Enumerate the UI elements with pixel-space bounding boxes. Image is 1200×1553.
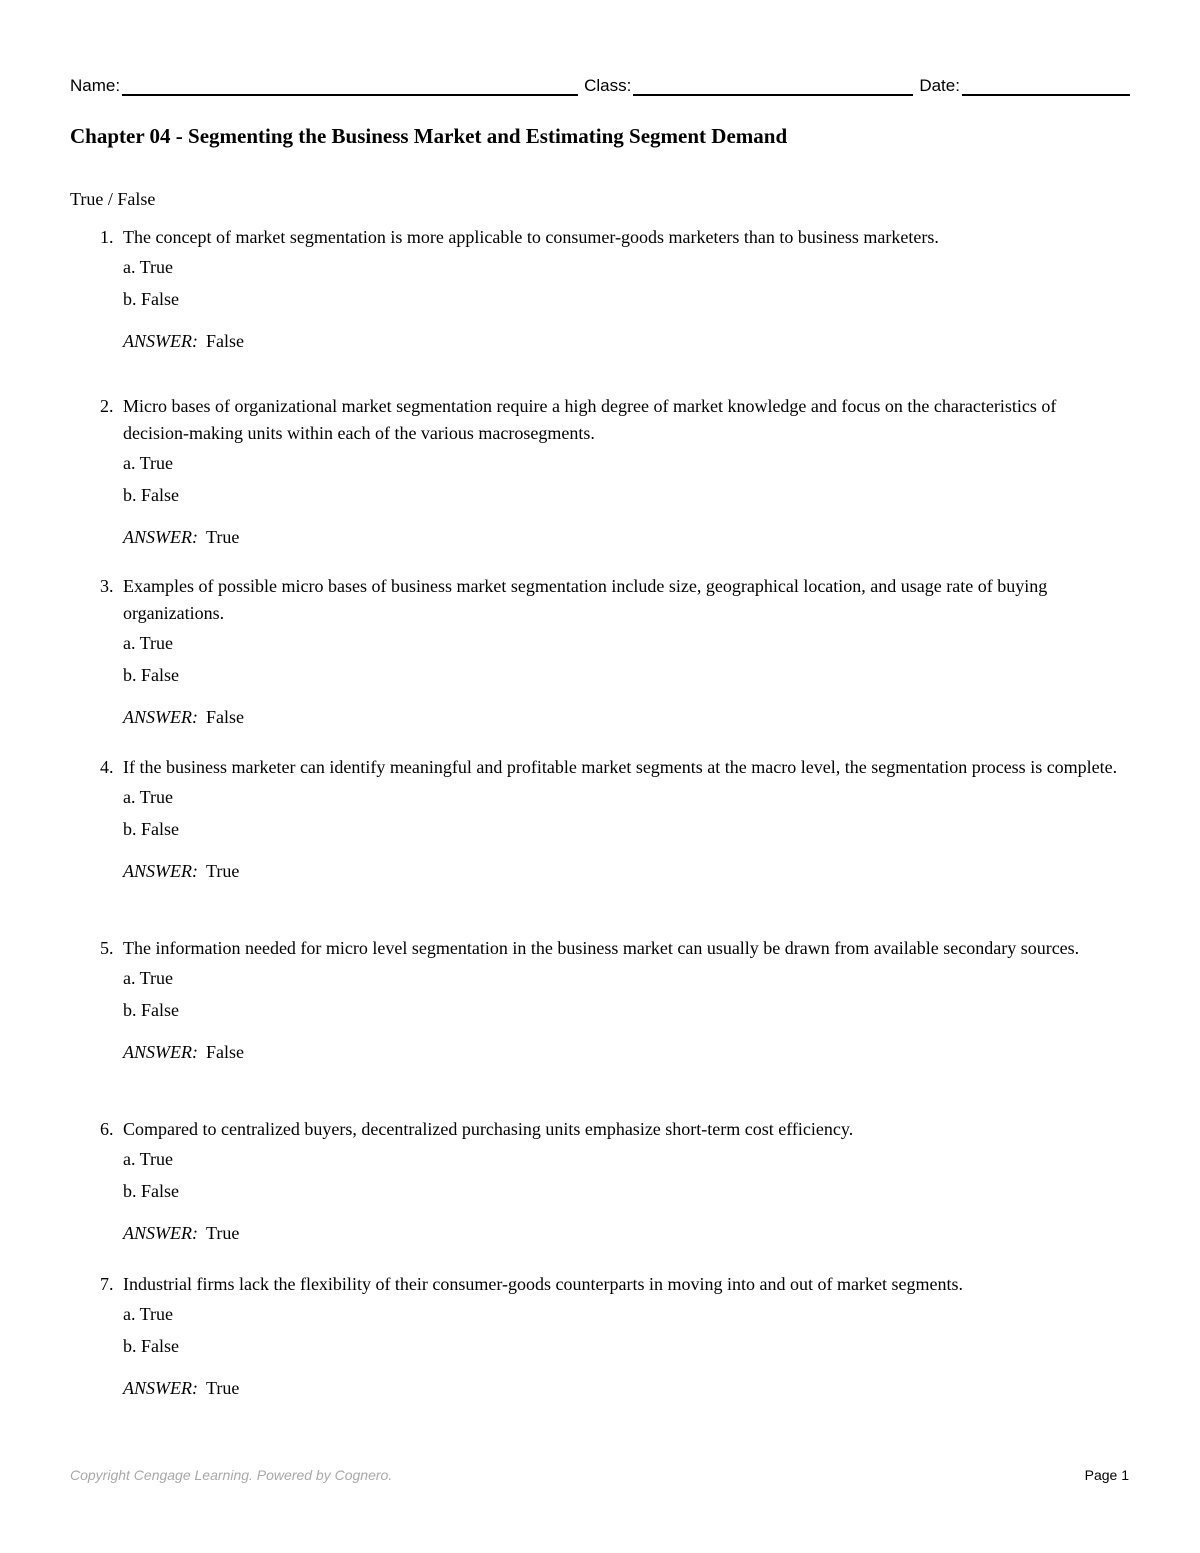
- question-text: Micro bases of organizational market segmentation require a high degree of market knowledge and focus on the characteristics of decision-making units within each of the various macrosegments.: [123, 396, 1057, 443]
- question-6: [100, 1116, 1120, 1245]
- class-blank-line: [633, 76, 913, 96]
- option-b: b. False: [123, 289, 179, 309]
- student-info-header: [70, 72, 1130, 96]
- answer-value: True: [205, 1378, 240, 1398]
- answer-label: ANSWER:: [123, 527, 198, 547]
- question-number: 5.: [100, 938, 114, 958]
- answer-line: [100, 329, 1120, 353]
- answer-line: [100, 1040, 1120, 1064]
- answer-line: [100, 705, 1120, 729]
- option-a: a. True: [123, 787, 174, 807]
- answer-line: [100, 525, 1120, 549]
- question-text: If the business marketer can identify meaningful and profitable market segments at the macro level, the segmentation process is complete.: [123, 757, 1118, 777]
- question-number: 7.: [100, 1274, 114, 1294]
- question-stem: [100, 573, 1120, 627]
- option-a: a. True: [123, 453, 174, 473]
- question-number: 1.: [100, 227, 114, 247]
- section-heading: True / False: [70, 189, 156, 209]
- question-stem: [100, 224, 1120, 251]
- question-1: [100, 224, 1120, 353]
- option-b: b. False: [123, 1181, 179, 1201]
- answer-line: [100, 1221, 1120, 1245]
- question-number: 3.: [100, 576, 114, 596]
- copyright-footer: Copyright Cengage Learning. Powered by Cognero.: [70, 1467, 393, 1483]
- option-a: a. True: [123, 257, 174, 277]
- answer-label: ANSWER:: [123, 1223, 198, 1243]
- question-2: [100, 393, 1120, 549]
- page-number: Page 1: [1084, 1467, 1129, 1483]
- question-text: Examples of possible micro bases of business market segmentation include size, geographical location, and usage rate of buying organizations.: [123, 576, 1048, 623]
- answer-label: ANSWER:: [123, 1378, 198, 1398]
- answer-value: True: [205, 1223, 240, 1243]
- option-b: b. False: [123, 819, 179, 839]
- question-7: [100, 1271, 1120, 1400]
- option-b: b. False: [123, 665, 179, 685]
- date-blank-line: [962, 76, 1130, 96]
- answer-value: False: [205, 707, 244, 727]
- date-label: Date:: [919, 76, 960, 95]
- answer-value: True: [205, 861, 240, 881]
- answer-value: False: [205, 331, 244, 351]
- question-number: 2.: [100, 396, 114, 416]
- question-text: Compared to centralized buyers, decentralized purchasing units emphasize short-term cost efficiency.: [123, 1119, 854, 1139]
- question-5: [100, 935, 1120, 1064]
- option-b: b. False: [123, 1336, 179, 1356]
- question-number: 6.: [100, 1119, 114, 1139]
- name-blank-line: [122, 76, 578, 96]
- answer-label: ANSWER:: [123, 331, 198, 351]
- option-a: a. True: [123, 1149, 174, 1169]
- answer-label: ANSWER:: [123, 861, 198, 881]
- answer-value: True: [205, 527, 240, 547]
- option-a: a. True: [123, 633, 174, 653]
- class-label: Class:: [584, 76, 632, 95]
- question-text: The concept of market segmentation is more applicable to consumer-goods marketers than to business marketers.: [123, 227, 939, 247]
- name-label: Name:: [70, 76, 121, 95]
- answer-line: [100, 859, 1120, 883]
- question-stem: [100, 393, 1120, 447]
- answer-line: [100, 1376, 1120, 1400]
- chapter-title: Chapter 04 - Segmenting the Business Market and Estimating Segment Demand: [70, 124, 788, 148]
- question-stem: [100, 1271, 1120, 1298]
- question-stem: [100, 935, 1120, 962]
- question-4: [100, 754, 1120, 883]
- question-stem: [100, 754, 1120, 781]
- answer-value: False: [205, 1042, 244, 1062]
- answer-label: ANSWER:: [123, 707, 198, 727]
- question-text: Industrial firms lack the flexibility of their consumer-goods counterparts in moving into and out of market segments.: [123, 1274, 963, 1294]
- question-number: 4.: [100, 757, 114, 777]
- question-stem: [100, 1116, 1120, 1143]
- option-b: b. False: [123, 485, 179, 505]
- option-a: a. True: [123, 1304, 174, 1324]
- option-b: b. False: [123, 1000, 179, 1020]
- option-a: a. True: [123, 968, 174, 988]
- answer-label: ANSWER:: [123, 1042, 198, 1062]
- question-text: The information needed for micro level segmentation in the business market can usually be drawn from available secondary sources.: [123, 938, 1080, 958]
- question-3: [100, 573, 1120, 729]
